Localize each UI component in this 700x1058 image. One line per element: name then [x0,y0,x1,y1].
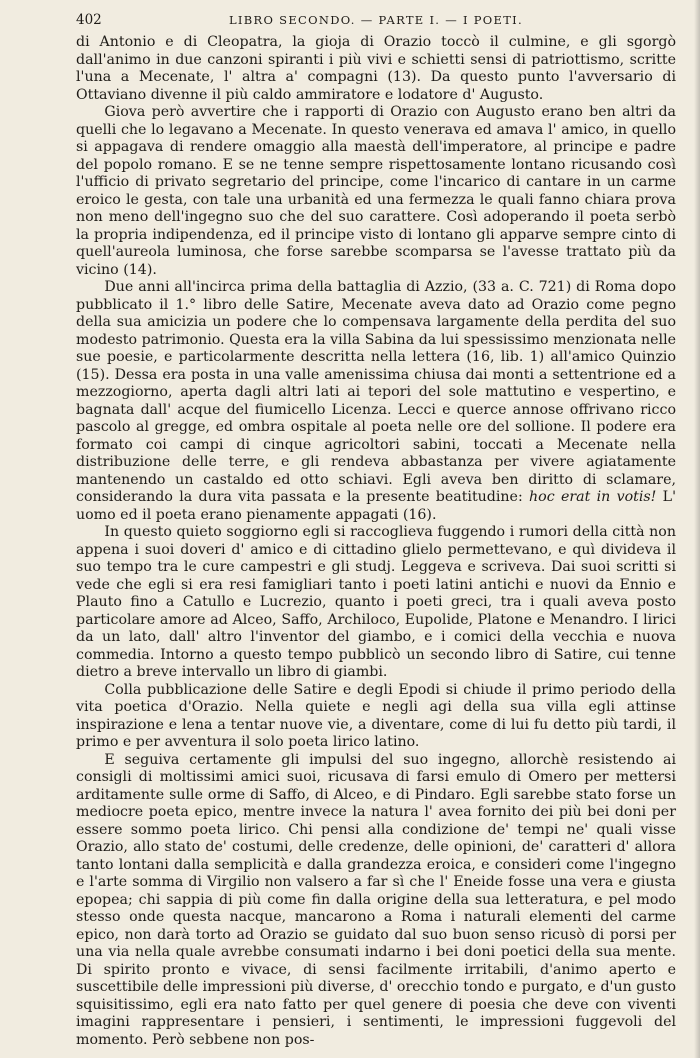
paragraph-3-tail: L' uomo ed il poeta erano pienamente appagati (16). [76,489,676,523]
page-header [76,12,676,34]
page-number: 402 [76,12,102,28]
paragraph-5: Colla pubblicazione delle Satire e degli Epodi si chiude il primo periodo della vita poetica d'Orazio. Nella quiete e negli agi della sua villa egli attinse inspirazione e lena a tentar nuove vie, a diventare, come di lui fu detto più tardi, il primo e per avventura il solo poeta lirico latino. [76,681,676,750]
latin-quote: hoc erat in votis! [529,489,657,505]
paragraph-3-text: Due anni all'incirca prima della battaglia di Azzio, (33 a. C. 721) di Roma dopo pubblicato il 1.° libro delle Satire, Mecenate aveva dato ad Orazio come pegno della sua amicizia un podere che lo compensava largamente della perdita del suo modesto patrimonio. Questa era la villa Sabina da lui spessissimo menzionata nelle sue poesie, e particolarmente descritta nella lettera (16, lib. 1) all'amico Quinzio (15). Dessa era posta in una valle amenissima chiusa dai monti a settentrione ed a mezzogiorno, aperta dagli altri lati ai tepori del sole mattutino e vespertino, e bagnata dall' acque del fiumicello Licenza. Lecci e querce annose offrivano ricco pascolo al gregge, ed ombra ospitale al poeta nelle ore del sollione. Il podere era formato coi campi di cinque agricoltori sabini, toccati a Mecenate nella distribuzione delle terre, e gli rendeva abbastanza per vivere agiatamente mantenendo un castaldo ed otto schiavi. Egli aveva ben diritto di sclamare, considerando la dura vita passata e la presente beatitudine: [76,279,676,505]
paragraph-3 [76,279,676,524]
paragraph-2: Giova però avvertire che i rapporti di Orazio con Augusto erano ben altri da quelli che lo legavano a Mecenate. In questo venerava ed amava l' amico, in quello si appagava di rendere omaggio alla maestà dell'imperatore, al principe e padre del popolo romano. E se ne tenne sempre rispettosamente lontano ricusando così l'ufficio di privato segretario del principe, come l'incarico di cantare in un carme eroico le gesta, con tale una urbanità ed una fermezza le quali fanno chiara prova non meno dell'ingegno suo che del suo carattere. Così adoperando il poeta serbò la propria indipendenza, ed il principe visto di lontano gli apparve sempre cinto di quell'aureola luminosa, che forse sarebbe scomparsa se l'avesse trattato più da vicino (14). [76,104,676,278]
body-text [76,34,676,1049]
paragraph-6: E seguiva certamente gli impulsi del suo ingegno, allorchè resistendo ai consigli di moltissimi amici suoi, ricusava di farsi emulo di Omero per mettersi arditamente sulle orme di Saffo, di Alceo, e di Pindaro. Egli sarebbe stato forse un mediocre poeta epico, mentre invece la natura l' avea fornito dei più bei doni per essere sommo poeta lirico. Chi pensi alla condizione de' tempi ne' quali visse Orazio, allo stato de' costumi, delle credenze, delle opinioni, de' caratteri d' allora tanto lontani dalla semplicità e dalla grandezza eroica, e consideri come l'ingegno e l'arte somma di Virgilio non valsero a far sì che l' Eneide fosse una vera e giusta epopea; chi sappia di più come fin dalla origine della sua letteratura, e pel modo stesso onde questa nacque, mancarono a Roma i naturali elementi del carme epico, non darà torto ad Orazio se guidato dal suo buon senso ricusò di porsi per una via nella quale avrebbe consumati indarno i bei doni poetici della sua mente. Di spirito pronto e vivace, di sensi facilmente irritabili, d'animo aperto e suscettibile delle impressioni più diverse, d' orecchio tondo e purgato, e d'un gusto squisitissimo, egli era nato fatto per quel genere di poesia che deve con viventi imagini rappresentare i pensieri, i sentimenti, le impressioni fuggevoli del momento. Però sebbene non pos- [76,751,676,1048]
running-title: LIBRO SECONDO. — PARTE I. — I POETI. [229,13,523,27]
page-edge-shadow [694,0,700,1058]
paragraph-1: di Antonio e di Cleopatra, la gioja di Orazio toccò il culmine, e gli sgorgò dall'animo in due canzoni spiranti i più vivi e schietti sensi di patriottismo, scritte l'una a Mecenate, l' altra a' compagni (13). Da questo punto l'avversario di Ottaviano divenne il più caldo ammiratore e lodatore d' Augusto. [76,34,676,103]
paragraph-4: In questo quieto soggiorno egli si raccoglieva fuggendo i rumori della città non appena i suoi doveri d' amico e di cittadino glielo permettevano, e quì divideva il suo tempo tra le cure campestri e gli studj. Leggeva e scriveva. Dai suoi scritti si vede che egli si era resi famigliari tanto i poeti latini antichi e nuovi da Ennio e Plauto fino a Catullo e Lucrezio, quanto i poeti greci, tra i quali aveva posto particolare amore ad Alceo, Saffo, Archiloco, Eupolide, Platone e Menandro. I lirici da un lato, dall' altro l'inventor del giambo, e i comici della vecchia e nuova commedia. Intorno a questo tempo pubblicò un secondo libro di Satire, cui tenne dietro a breve intervallo un libro di giambi. [76,524,676,680]
